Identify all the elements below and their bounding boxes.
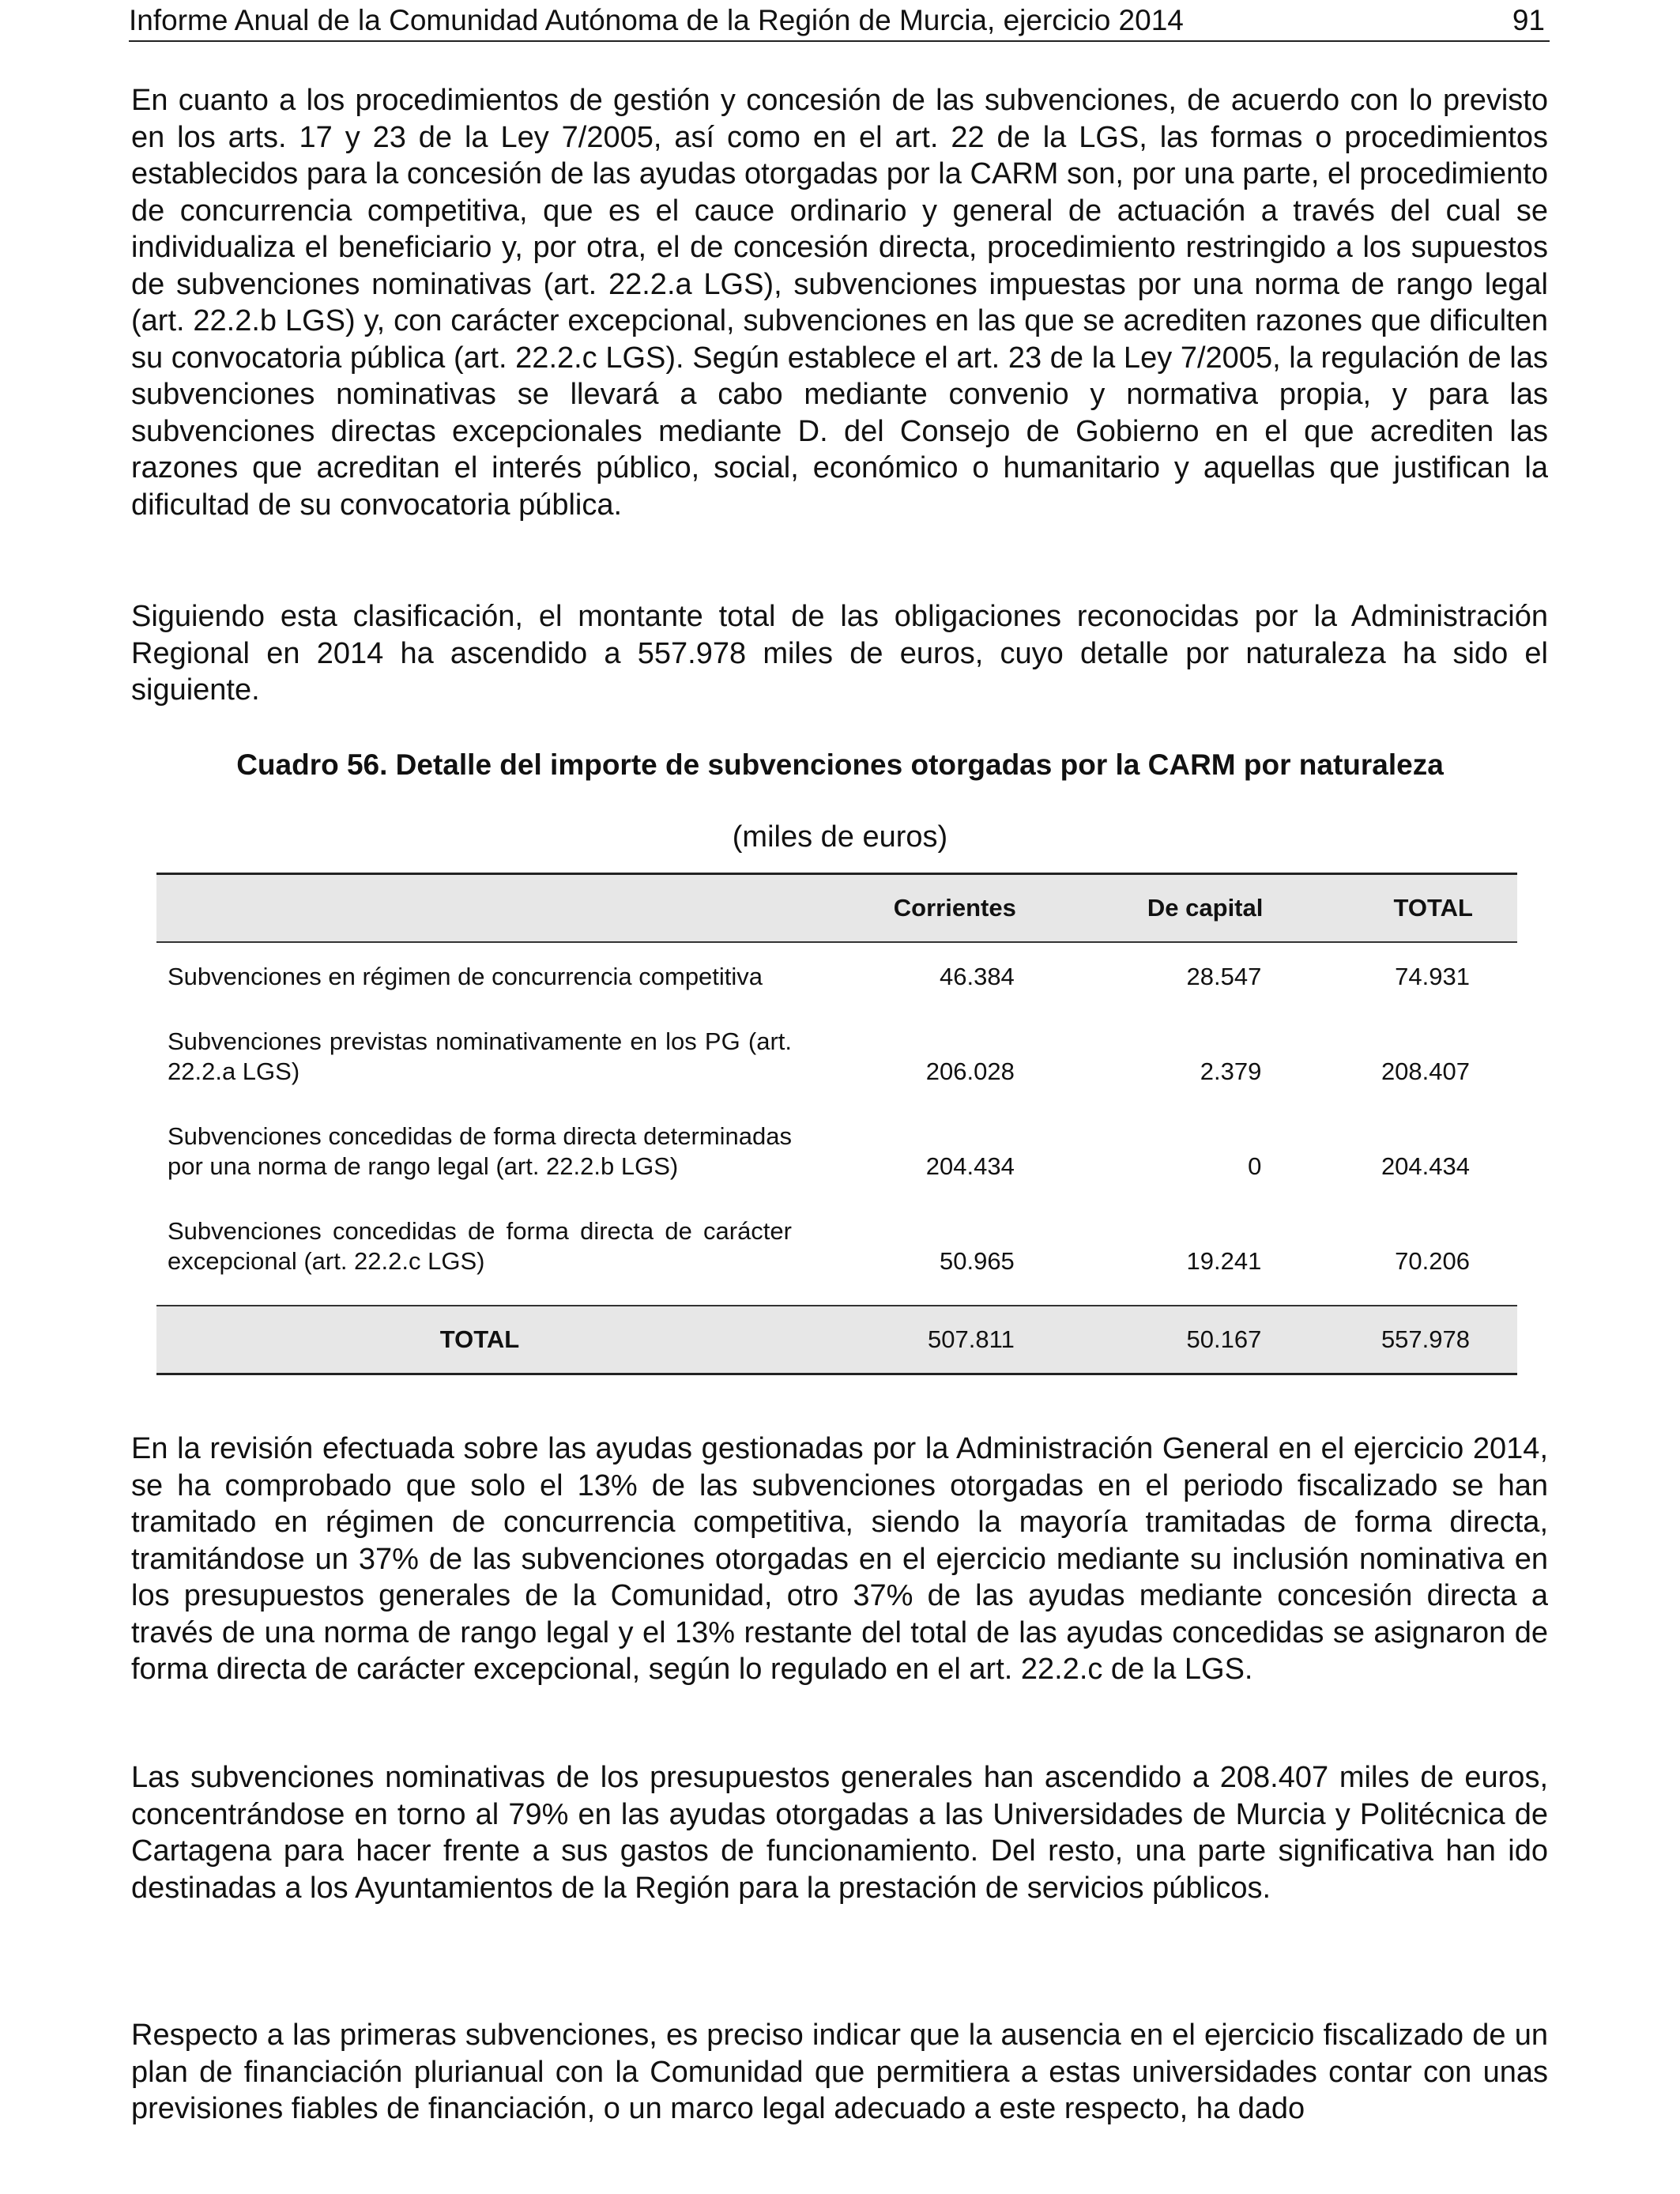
cell-total: 204.434 (1381, 1152, 1470, 1180)
table-spacer (156, 1276, 1517, 1306)
total-total: 557.978 (1307, 1306, 1517, 1374)
table-row (156, 942, 1517, 992)
total-corrientes: 507.811 (803, 1306, 1060, 1374)
row-label: Subvenciones concedidas de forma directa determinadas por una norma de rango legal (art. 22.2.b LGS) (168, 1122, 792, 1180)
cell-total: 70.206 (1395, 1247, 1470, 1275)
cell-corrientes: 46.384 (939, 963, 1015, 990)
table-caption: Cuadro 56. Detalle del importe de subvenciones otorgadas por la CARM por naturaleza (236, 748, 1444, 781)
header-title: Informe Anual de la Comunidad Autónoma de la Región de Murcia, ejercicio 2014 (129, 4, 1184, 36)
cell-capital: 2.379 (1200, 1057, 1262, 1085)
subsidies-table (156, 873, 1517, 1375)
table-units: (miles de euros) (732, 820, 948, 854)
table-row (156, 992, 1517, 1087)
paragraph-nominativas: Las subvenciones nominativas de los presupuestos generales han ascendido a 208.407 miles de euros, concentrándose en torno al 79% en las ayudas otorgadas a las Universidades de Murcia y Politécnica de Cartagena para hacer frente a sus gastos de funcionamiento. Del resto, una parte significativa han ido destinadas a los Ayuntamientos de la Región para la prestación de servicios públicos. (131, 1761, 1548, 1905)
column-header-capital: De capital (1060, 874, 1308, 943)
cell-corrientes: 206.028 (925, 1057, 1015, 1085)
cell-capital: 19.241 (1186, 1247, 1262, 1275)
table-row (156, 1182, 1517, 1276)
row-label: Subvenciones previstas nominativamente en los PG (art. 22.2.a LGS) (168, 1027, 792, 1085)
row-label: Subvenciones concedidas de forma directa de carácter excepcional (art. 22.2.c LGS) (168, 1217, 792, 1275)
column-header-corrientes: Corrientes (803, 874, 1060, 943)
page-number: 91 (1512, 4, 1545, 36)
page-header (129, 0, 1550, 42)
cell-corrientes: 204.434 (925, 1152, 1015, 1180)
cell-corrientes: 50.965 (939, 1247, 1015, 1275)
total-capital: 50.167 (1060, 1306, 1308, 1374)
column-header-concepto (156, 874, 803, 943)
row-label: Subvenciones en régimen de concurrencia competitiva (168, 963, 763, 990)
paragraph-universidades: Respecto a las primeras subvenciones, es preciso indicar que la ausencia en el ejercicio fiscalizado de un plan de financiación plurianual con la Comunidad que permitiera a estas universidades contar con unas previsiones fiables de financiación, o un marco legal adecuado a este respecto, ha dado (131, 2019, 1548, 2125)
paragraph-clasificacion: Siguiendo esta clasificación, el montante total de las obligaciones reconocidas por la Administración Regional en 2014 ha ascendido a 557.978 miles de euros, cuyo detalle por naturaleza ha sido el siguiente. (131, 600, 1548, 707)
cell-total: 208.407 (1381, 1057, 1470, 1085)
cell-capital: 0 (1248, 1152, 1262, 1180)
cell-total: 74.931 (1395, 963, 1470, 990)
cell-capital: 28.547 (1186, 963, 1262, 990)
column-header-total: TOTAL (1307, 874, 1517, 943)
table-total-row (156, 1306, 1517, 1374)
table-row (156, 1087, 1517, 1182)
total-label: TOTAL (156, 1306, 803, 1374)
table-header-row (156, 874, 1517, 943)
paragraph-revision: En la revisión efectuada sobre las ayudas gestionadas por la Administración General en el ejercicio 2014, se ha comprobado que solo el 13% de las subvenciones otorgadas en el periodo fiscalizado se han tramitado en régimen de concurrencia competitiva, siendo la mayoría tramitadas de forma directa, tramitándose un 37% de las subvenciones otorgadas en el ejercicio mediante su inclusión nominativa en los presupuestos generales de la Comunidad, otro 37% de las ayudas mediante concesión directa a través de una norma de rango legal y el 13% restante del total de las ayudas concedidas se asignaron de forma directa de carácter excepcional, según lo regulado en el art. 22.2.c de la LGS. (131, 1432, 1548, 1686)
paragraph-procedimientos: En cuanto a los procedimientos de gestión y concesión de las subvenciones, de acuerdo con lo previsto en los arts. 17 y 23 de la Ley 7/2005, así como en el art. 22 de la LGS, las formas o procedimientos establecidos para la concesión de las ayudas otorgadas por la CARM son, por una parte, el procedimiento de concurrencia competitiva, que es el cauce ordinario y general de actuación a través del cual se individualiza el beneficiario y, por otra, el de concesión directa, procedimiento restringido a los supuestos de subvenciones nominativas (art. 22.2.a LGS), subvenciones impuestas por una norma de rango legal (art. 22.2.b LGS) y, con carácter excepcional, subvenciones en las que se acrediten razones que dificulten su convocatoria pública (art. 22.2.c LGS). Según establece el art. 23 de la Ley 7/2005, la regulación de las subvenciones nominativas se llevará a cabo mediante convenio y normativa propia, y para las subvenciones directas excepcionales mediante D. del Consejo de Gobierno en el que acrediten las razones que acreditan el interés público, social, económico o humanitario y aquellas que justifican la dificultad de su convocatoria pública. (131, 84, 1548, 522)
